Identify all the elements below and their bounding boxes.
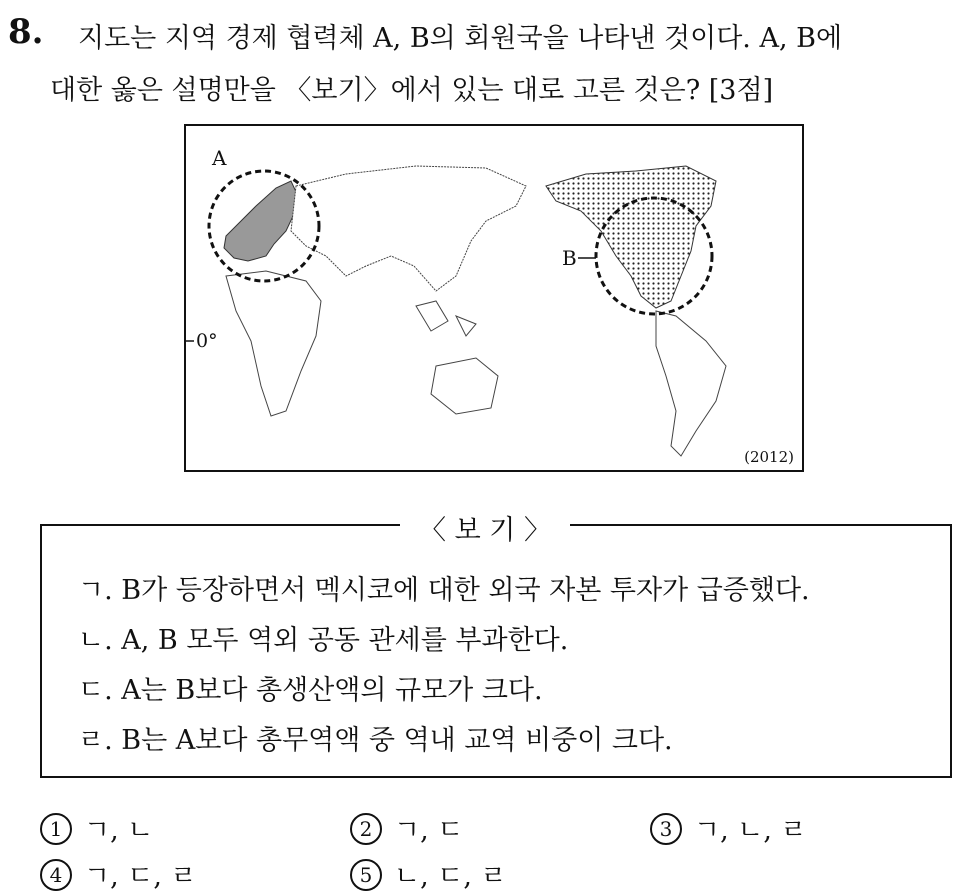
choice-2-number: 2: [350, 813, 382, 845]
bogi-box: [40, 524, 952, 778]
choice-3[interactable]: [650, 808, 807, 847]
bogi-item-3: ㄷ. A는 B보다 총생산액의 규모가 크다.: [78, 675, 543, 706]
choice-3-number: 3: [650, 813, 682, 845]
choice-5-number: 5: [350, 859, 382, 891]
choice-2[interactable]: [350, 808, 463, 847]
choice-4-text: ㄱ, ㄷ, ㄹ: [84, 861, 197, 892]
choice-1-text: ㄱ, ㄴ: [84, 815, 154, 846]
label-b: B: [562, 246, 577, 270]
question-number: 8.: [8, 12, 44, 52]
north-america-landmass: [546, 166, 716, 308]
bogi-title: 〈 보 기 〉: [400, 508, 570, 547]
choice-4-number: 4: [40, 859, 72, 891]
world-map: [184, 124, 804, 472]
choice-5-text: ㄴ, ㄷ, ㄹ: [394, 861, 507, 892]
bogi-item-4: ㄹ. B는 A보다 총무역액 중 역내 교역 비중이 크다.: [78, 725, 673, 756]
choice-4[interactable]: [40, 854, 197, 893]
choice-5[interactable]: [350, 854, 507, 893]
southeast-asia-islands: [416, 301, 476, 336]
choice-3-text: ㄱ, ㄴ, ㄹ: [694, 815, 807, 846]
bogi-item-1: ㄱ. B가 등장하면서 멕시코에 대한 외국 자본 투자가 급증했다.: [78, 575, 810, 606]
eurasia-landmass: [291, 166, 526, 291]
question-text-line2: 대한 옳은 설명만을 〈보기〉에서 있는 대로 고른 것은? [3점]: [50, 75, 774, 106]
answer-choices: [40, 808, 940, 892]
choice-2-text: ㄱ, ㄷ: [394, 815, 464, 846]
australia-landmass: [431, 358, 498, 414]
choice-1-number: 1: [40, 813, 72, 845]
equator-label: 0°: [196, 330, 218, 352]
bogi-item-2: ㄴ. A, B 모두 역외 공동 관세를 부과한다.: [78, 625, 569, 656]
world-map-figure: [186, 126, 802, 470]
south-america-landmass: [656, 311, 726, 456]
choice-1[interactable]: [40, 808, 153, 847]
map-year: (2012): [744, 448, 794, 466]
label-a: A: [212, 146, 227, 170]
question-text-line1: 지도는 지역 경제 협력체 A, B의 회원국을 나타낸 것이다. A, B에: [78, 23, 843, 54]
africa-landmass: [226, 271, 321, 416]
europe-landmass: [224, 181, 298, 261]
